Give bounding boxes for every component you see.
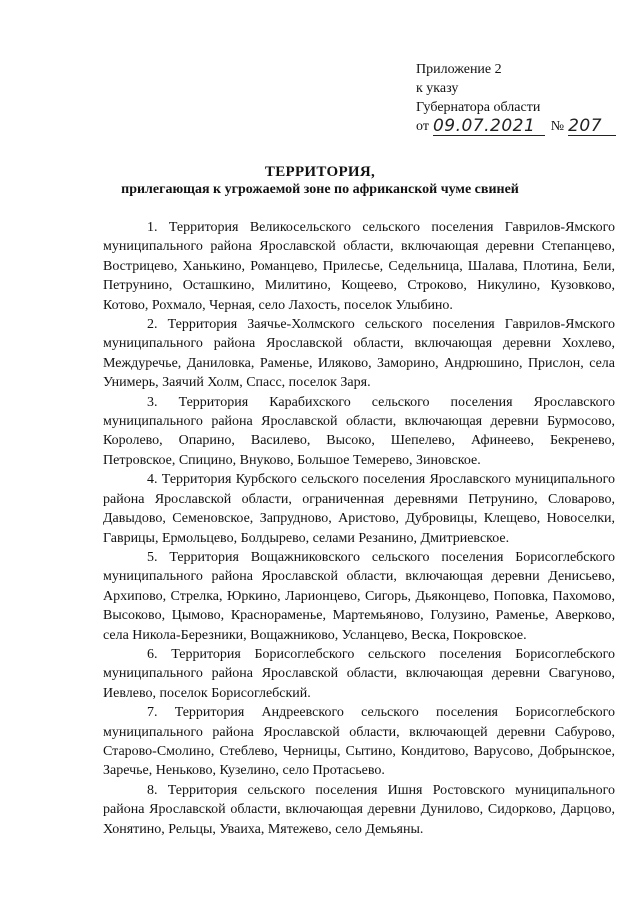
- handwritten-number: 207: [568, 117, 616, 136]
- appendix-line-2: к указу: [416, 81, 459, 96]
- territory-paragraph-8: 8. Территория сельского поселения Ишня Ростовского муниципального района Ярославской области, включающая деревни Дунилово, Сидорково, Дарцово, Хонятино, Рельцы, Уваиха, Мятежево, село Демьяны.: [103, 782, 615, 837]
- territory-paragraph-6: 6. Территория Борисоглебского сельского поселения Борисоглебского муниципального района Ярославской области, включающая деревни Свагуново, Иевлево, поселок Борисоглебский.: [103, 646, 615, 701]
- handwritten-date: 09.07.2021: [433, 117, 545, 136]
- territory-paragraph-3: 3. Территория Карабихского сельского поселения Ярославского муниципального района Ярославской области, включающая деревни Бурмосово, Королево, Опарино, Василево, Высоко, Шепелево, Афинеево, Бекренево, Петровское, Спицино, Внуково, Большое Темерево, Зиновское.: [103, 394, 615, 468]
- document-title: ТЕРРИТОРИЯ,: [264, 164, 376, 180]
- territory-paragraph-2: 2. Территория Заячье-Холмского сельского поселения Гаврилов-Ямского муниципального района Ярославской области, включающая деревни Хохлево, Междуречье, Даниловка, Раменье, Иляково, Заморино, Андрюшино, Прислон, села Унимерь, Заячий Холм, Спасс, поселок Заря.: [103, 317, 615, 391]
- territory-paragraph-4: 4. Территория Курбского сельского поселения Ярославского муниципального района Ярославской области, ограниченная деревнями Петрунино, Словарово, Давыдово, Семеновское, Запрудново, Аристово, Дубровицы, Клещево, Новоселки, Гаврицы, Ермольцево, Болдырево, селами Резанино, Дмитриевское.: [103, 472, 615, 546]
- document-subtitle: прилегающая к угрожаемой зоне по африканской чуме свиней: [121, 182, 519, 197]
- appendix-block: [416, 60, 616, 136]
- territory-list: [103, 218, 615, 839]
- territory-paragraph-5: 5. Территория Вощажниковского сельского поселения Борисоглебского муниципального района Ярославской области, включающая деревни Денисьево, Архипово, Стрелка, Юркино, Ларионцево, Сигорь, Дьяконцево, Поповка, Пахомово, Высоково, Цымово, Краснораменье, Мартемьяново, Голузино, Раменье, Аверково, села Никола-Березники, Вощажниково, Усланцево, Веска, Покровское.: [103, 549, 615, 643]
- territory-paragraph-7: 7. Территория Андреевского сельского поселения Борисоглебского муниципального района Ярославской области, включающей деревни Сабурово, Старово-Смолино, Стеблево, Черницы, Сытино, Кондитово, Варусово, Добрынское, Заречье, Неньково, Кузелино, село Протасьево.: [103, 705, 615, 779]
- number-label: №: [550, 119, 565, 134]
- appendix-line-1: Приложение 2: [416, 62, 502, 77]
- from-label: от: [416, 119, 429, 134]
- appendix-line-3: Губернатора области: [416, 100, 541, 115]
- territory-paragraph-1: 1. Территория Великосельского сельского поселения Гаврилов-Ямского муниципального района Ярославской области, включающая деревни Степанцево, Вострицево, Ханькино, Романцево, Прилесье, Седельница, Шалава, Плотина, Бели, Петрунино, Осташкино, Милитино, Кощеево, Строково, Никулино, Кузовково, Котово, Рохмало, Черная, село Лахость, поселок Улыбино.: [103, 220, 615, 313]
- decree-date-number-line: [416, 117, 616, 136]
